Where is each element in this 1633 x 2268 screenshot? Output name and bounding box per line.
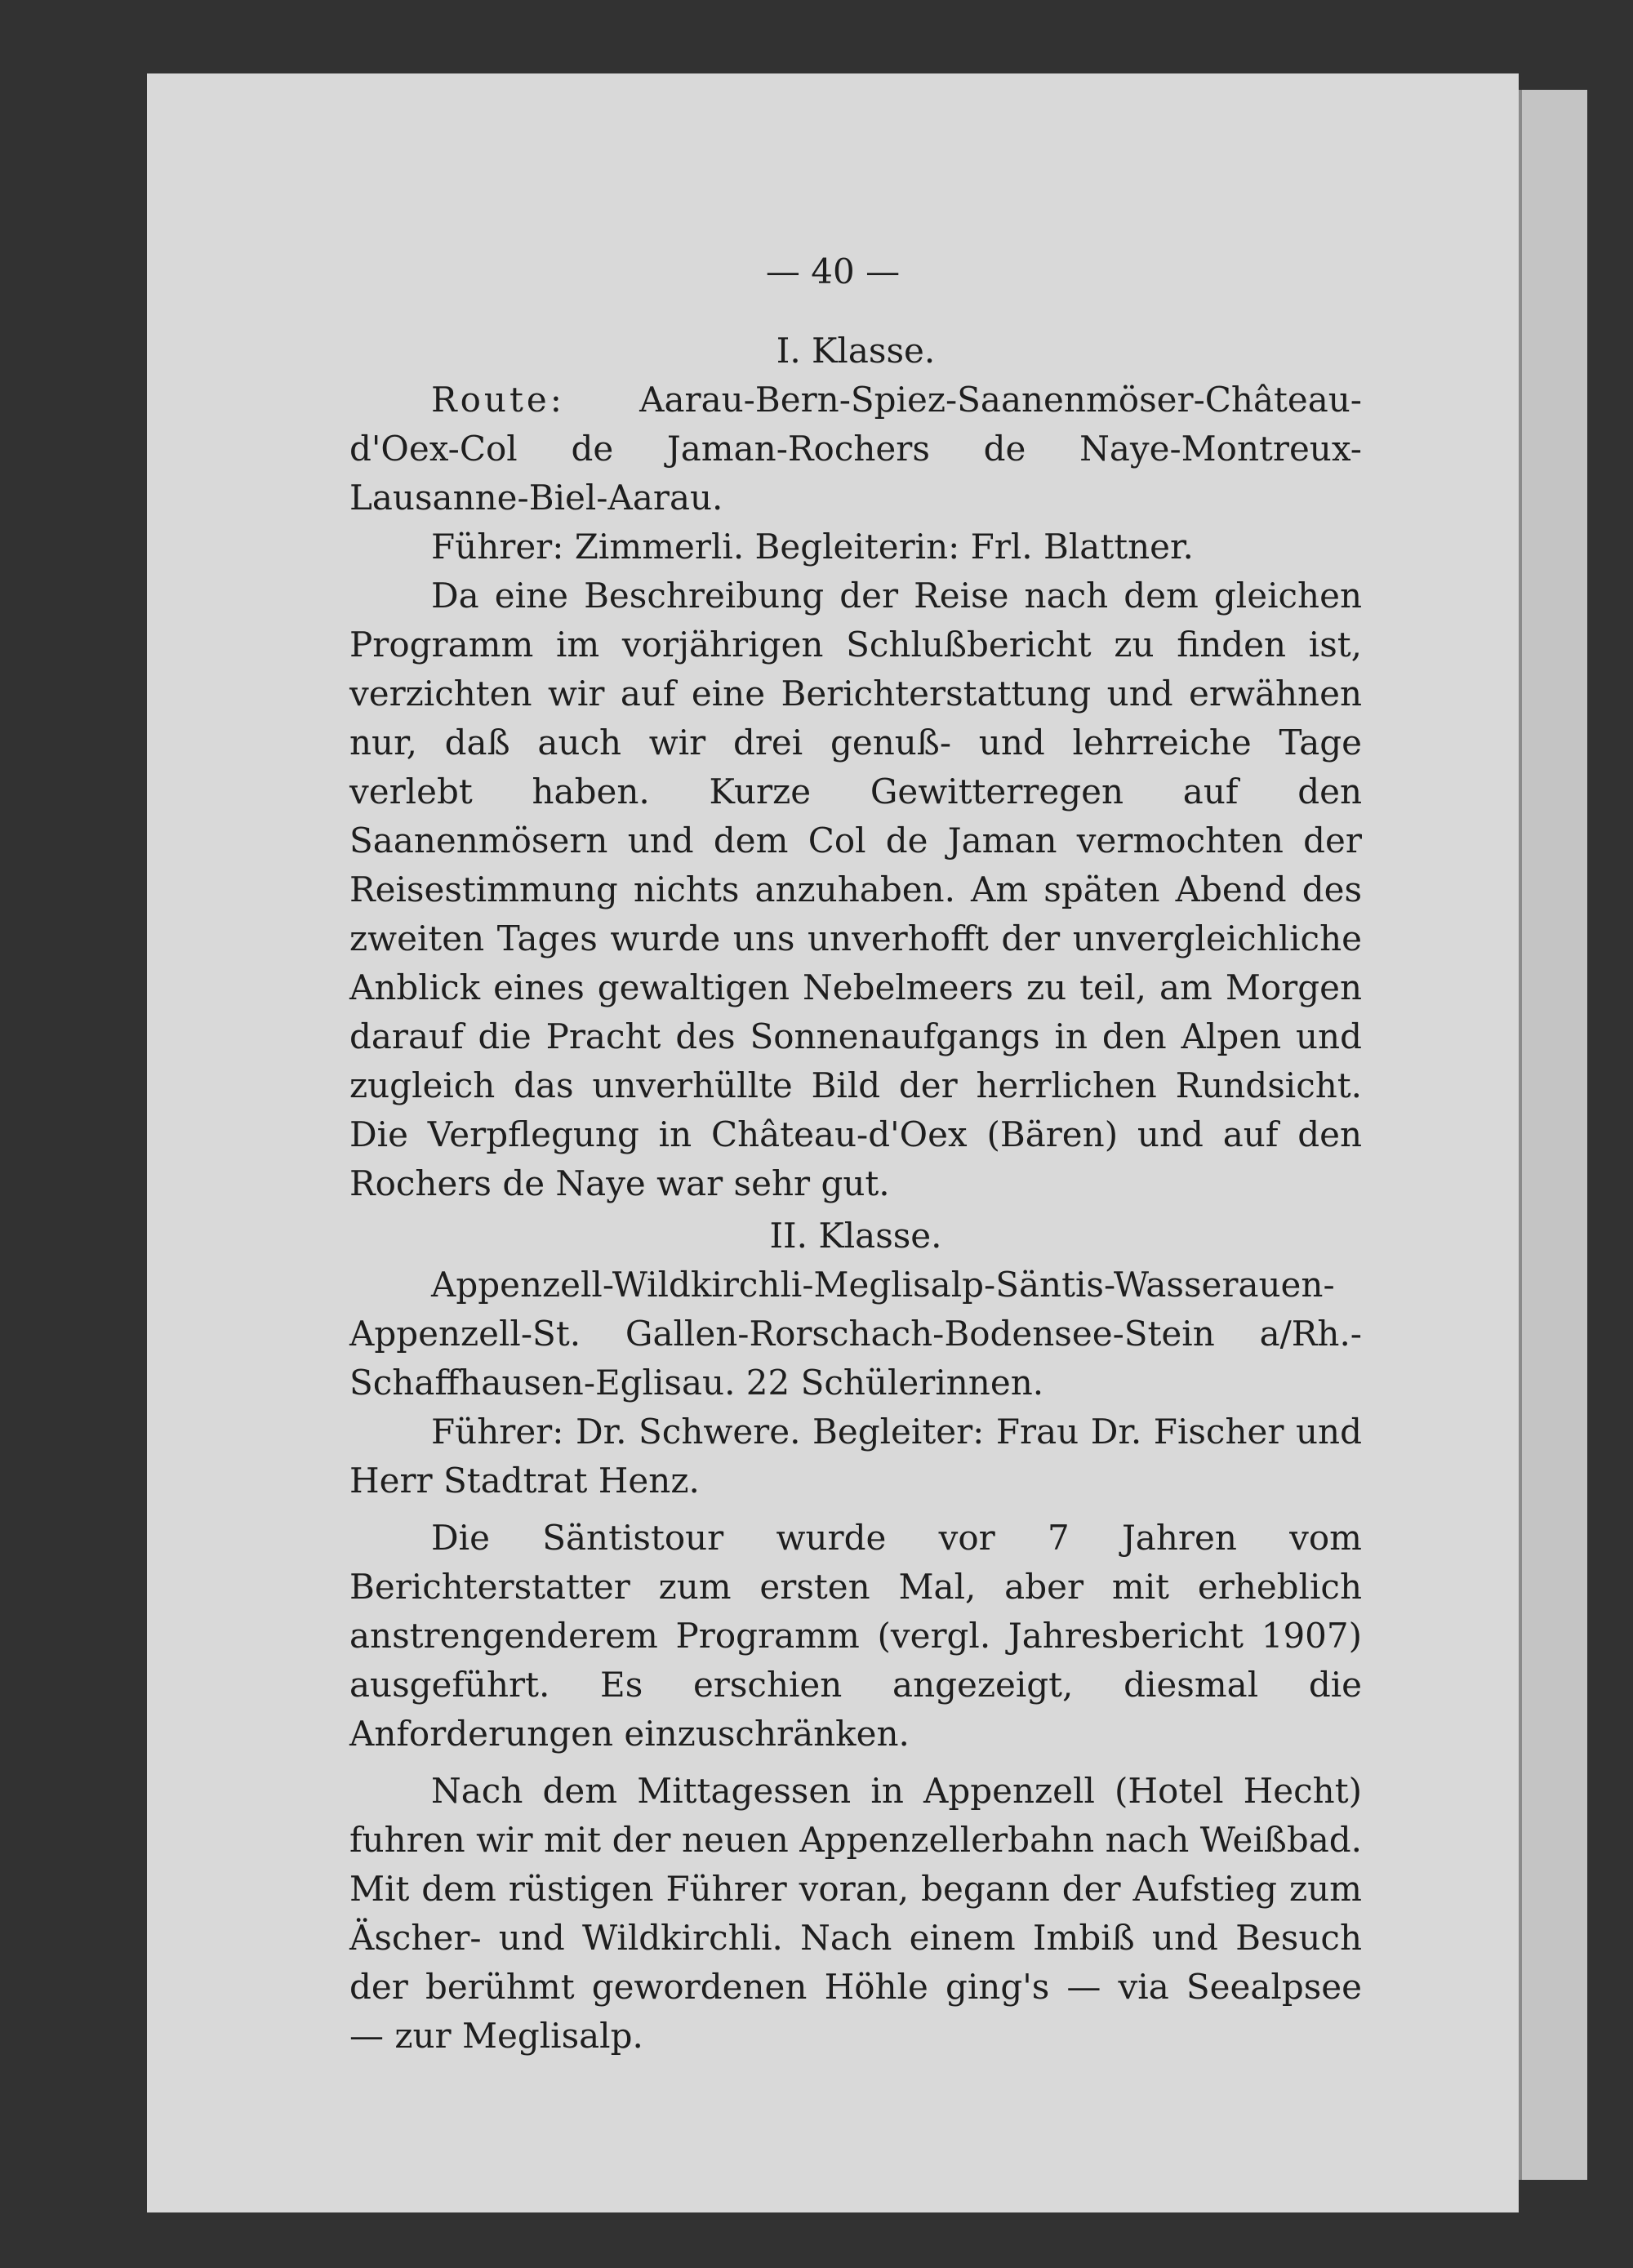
route-label: Route: (431, 380, 565, 420)
leader-line-class-1: Führer: Zimmerli. Begleiterin: Frl. Blattner. (431, 527, 1194, 567)
route-text-class-1: Aarau-Bern-Spiez-Saanenmöser-Château-d'Oex-Col de Jaman-Rochers de Naye-Montreux-Lausanne-Biel-Aarau. (349, 380, 1362, 518)
page-text (349, 245, 1362, 2061)
leader-line-class-2: Führer: Dr. Schwere. Begleiter: Frau Dr. Fischer und Herr Stadtrat Henz. (349, 1412, 1362, 1501)
body-paragraph-class-2b: Nach dem Mittagessen in Appenzell (Hotel Hecht) fuhren wir mit der neuen Appenzellerbahn nach Weißbad. Mit dem rüstigen Führer voran, begann der Aufstieg zum Äscher- und Wildkirchli. Nach einem Imbiß und Besuch der berühmt gewordenen Höhle ging's — via Seealpsee — zur Meglisalp. (349, 1771, 1362, 2056)
adjacent-page-edge (1519, 90, 1587, 2180)
page-number: — 40 — (765, 251, 901, 291)
section-heading-class-2: II. Klasse. (769, 1216, 942, 1256)
body-paragraph-class-1: Da eine Beschreibung der Reise nach dem gleichen Programm im vorjährigen Schlußbericht zu finden ist, verzichten wir auf eine Berichterstattung und erwähnen nur, daß auch wir drei genuß- und lehrreiche Tage verlebt haben. Kurze Gewitterregen auf den Saanenmösern und dem Col de Jaman vermochten der Reisestimmung nichts anzuhaben. Am späten Abend des zweiten Tages wurde uns unverhofft der unvergleichliche Anblick eines gewaltigen Nebelmeers zu teil, am Morgen darauf die Pracht des Sonnenaufgangs in den Alpen und zugleich das unverhüllte Bild der herrlichen Rundsicht. Die Verpflegung in Château-d'Oex (Bären) und auf den Rochers de Naye war sehr gut. (349, 576, 1362, 1203)
route-paragraph-class-1 (349, 376, 1362, 523)
route-paragraph-class-2: Appenzell-Wildkirchli-Meglisalp-Säntis-Wasserauen-Appenzell-St. Gallen-Rorschach-Bodensee-Stein a/Rh.-Schaffhausen-Eglisau. 22 Schülerinnen. (349, 1265, 1362, 1403)
body-paragraph-class-2a: Die Säntistour wurde vor 7 Jahren vom Berichterstatter zum ersten Mal, aber mit erheblich anstrengenderem Programm (vergl. Jahresbericht 1907) ausgeführt. Es erschien angezeigt, diesmal die Anforderungen einzuschränken. (349, 1518, 1362, 1754)
section-heading-class-1: I. Klasse. (776, 331, 936, 371)
